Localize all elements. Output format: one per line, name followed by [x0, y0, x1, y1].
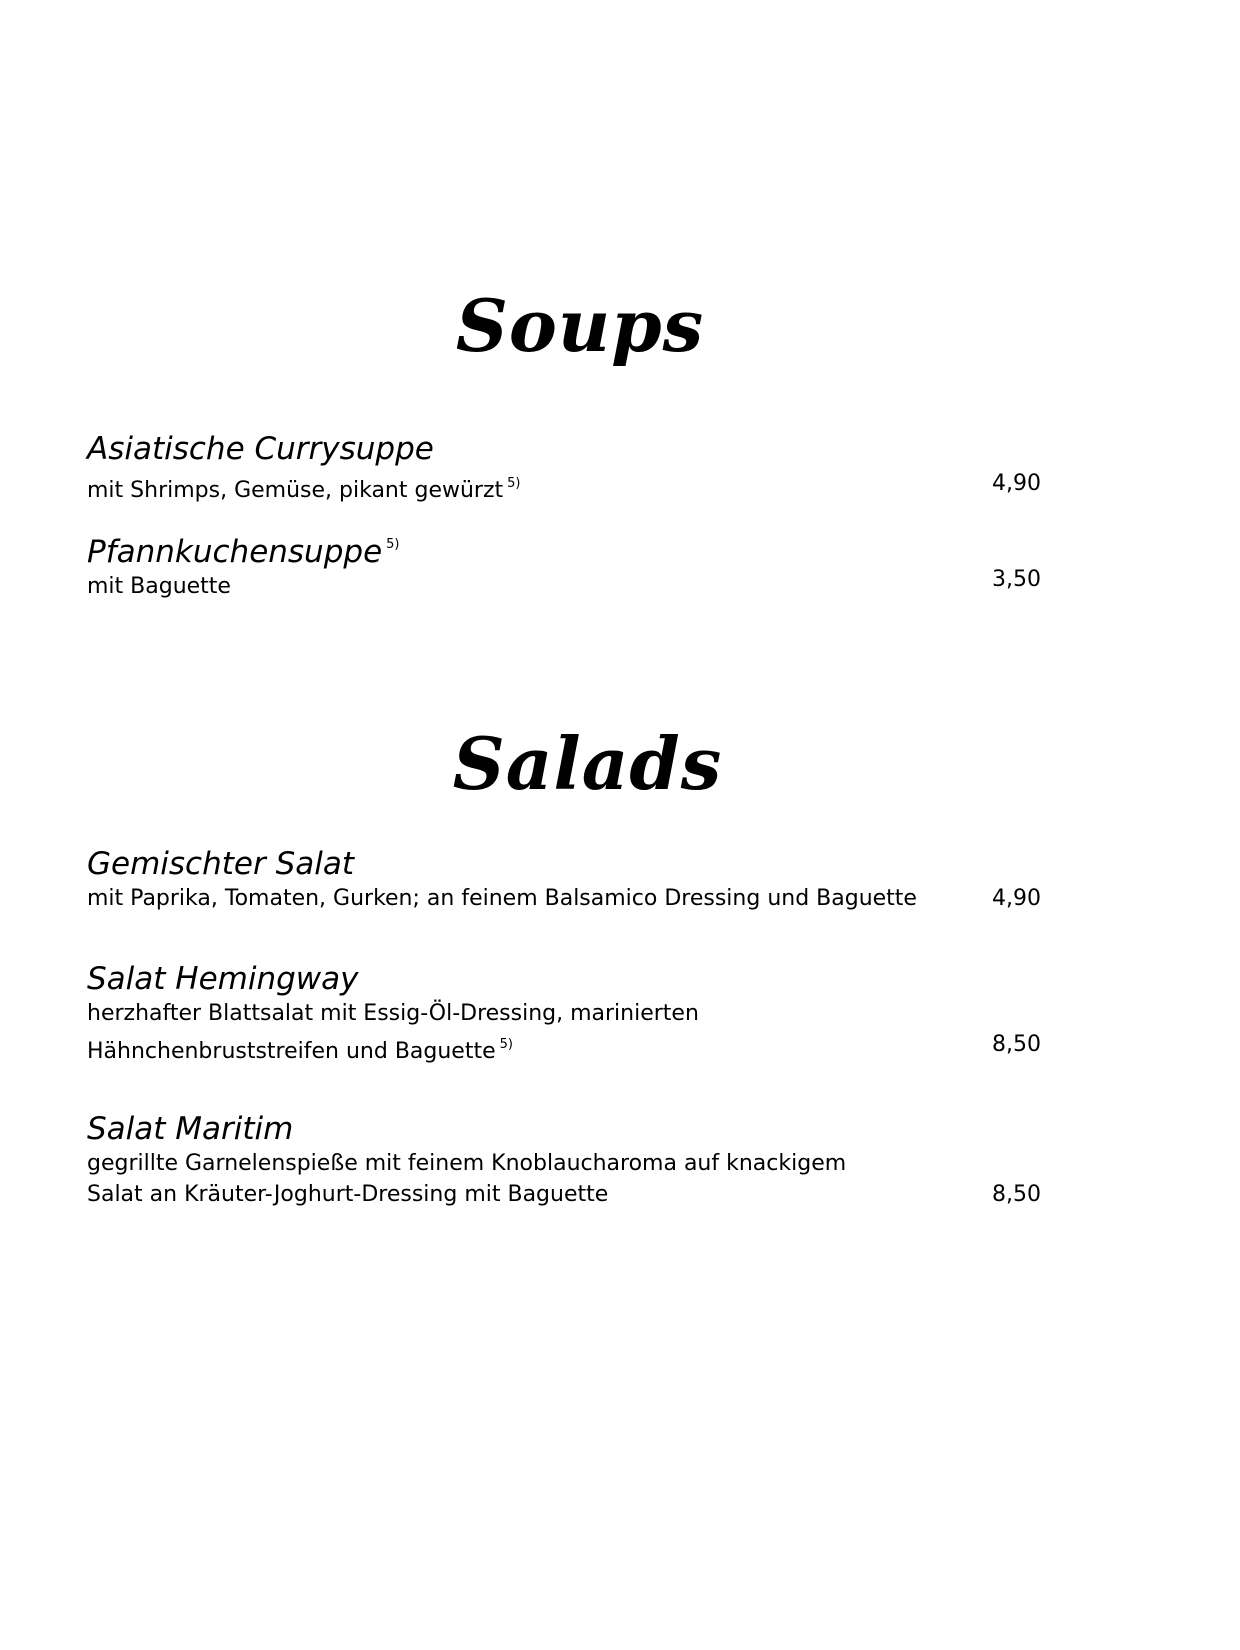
item-price: 4,90 — [992, 886, 1041, 911]
footnote-marker: 5) — [507, 476, 521, 491]
item-name: Salat Hemingway — [87, 961, 359, 997]
item-price: 4,90 — [992, 471, 1041, 496]
menu-item-gemischter-salat — [87, 845, 1047, 914]
item-name — [87, 526, 1047, 571]
footnote-marker: 5) — [386, 537, 400, 552]
item-description: mit Paprika, Tomaten, Gurken; an feinem Balsamico Dressing und Baguette — [87, 886, 917, 911]
item-name: Salat Maritim — [87, 1111, 294, 1147]
item-name: Gemischter Salat — [87, 846, 355, 882]
item-description: mit Baguette — [87, 574, 231, 599]
menu-item-pfannkuchensuppe — [87, 526, 1047, 602]
item-price: 8,50 — [992, 1032, 1041, 1057]
menu-item-salat-maritim — [87, 1110, 1047, 1210]
section-title-soups: Soups — [455, 283, 705, 368]
item-description-line: gegrillte Garnelenspieße mit feinem Knoblaucharoma auf knackigem — [87, 1151, 847, 1176]
menu-item-asiatische-currysuppe — [87, 430, 1047, 506]
section-title-salads: Salads — [452, 721, 723, 806]
menu-item-salat-hemingway — [87, 960, 1047, 1067]
item-name: Asiatische Currysuppe — [87, 431, 434, 467]
item-description-line: Salat an Kräuter-Joghurt-Dressing mit Baguette — [87, 1182, 609, 1207]
item-name-text: Pfannkuchensuppe — [87, 534, 383, 570]
item-price: 3,50 — [992, 567, 1041, 592]
item-description-line: mit Shrimps, Gemüse, pikant gewürzt — [87, 478, 504, 503]
item-description — [87, 1029, 1047, 1067]
footnote-marker: 5) — [499, 1037, 513, 1052]
item-description-line: Hähnchenbruststreifen und Baguette — [87, 1039, 496, 1064]
item-price: 8,50 — [992, 1182, 1041, 1207]
item-description-line: herzhafter Blattsalat mit Essig-Öl-Dressing, marinierten — [87, 1001, 699, 1026]
item-description — [87, 468, 1047, 506]
